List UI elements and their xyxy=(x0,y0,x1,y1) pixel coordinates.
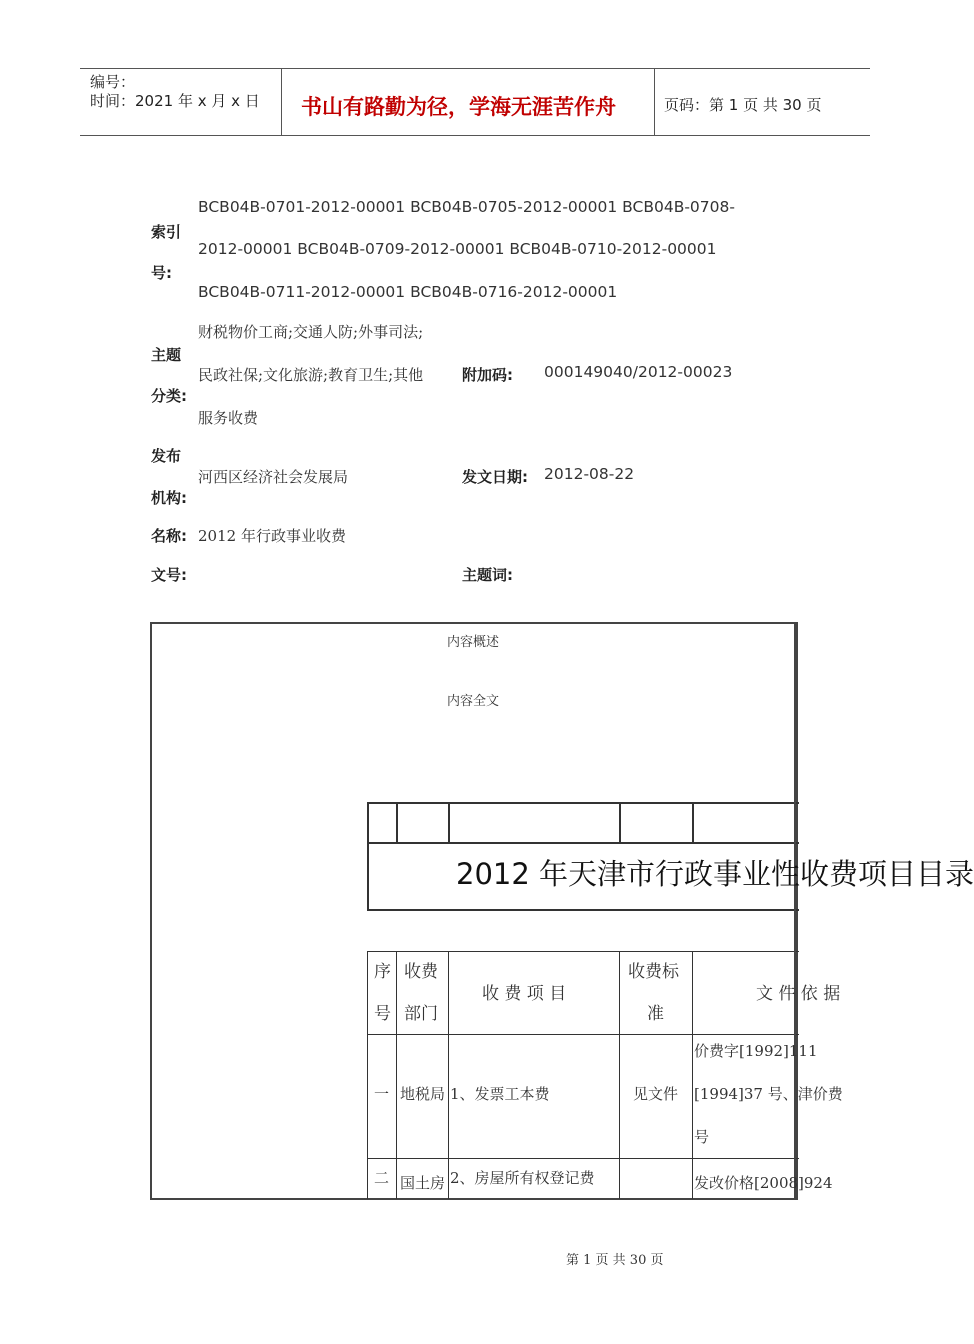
index-label-1: 索引 xyxy=(151,223,182,241)
header-std-1: 收费标 xyxy=(628,962,679,982)
table-rule xyxy=(367,951,368,1199)
row-item: 2、房屋所有权登记费 xyxy=(450,1169,595,1187)
table-rule xyxy=(367,802,799,804)
table-rule xyxy=(367,802,369,911)
extra-code-label: 附加码: xyxy=(462,366,513,384)
row-basis-2: [1994]37 号、津价费 xyxy=(694,1085,843,1103)
index-line-2: 2012-00001 BCB04B-0709-2012-00001 BCB04B-0710-2012-00001 xyxy=(198,240,717,258)
name-label: 名称: xyxy=(151,527,187,545)
table-rule xyxy=(367,1034,799,1035)
table-rule xyxy=(692,802,694,843)
table-rule xyxy=(367,909,799,911)
index-label-2: 号: xyxy=(151,264,172,282)
row-seq: 二 xyxy=(374,1169,390,1187)
row-standard: 见文件 xyxy=(633,1085,679,1103)
row-basis-1: 价费字[1992]111 xyxy=(694,1042,818,1060)
header-seq-2: 号 xyxy=(374,1004,391,1024)
row-dept: 地税局 xyxy=(400,1085,446,1103)
table-rule xyxy=(367,842,799,844)
keywords-label: 主题词: xyxy=(462,566,513,584)
topic-line-2: 民政社保;文化旅游;教育卫生;其他 xyxy=(198,366,424,384)
table-rule xyxy=(448,802,450,843)
table-title: 2012 年天津市行政事业性收费项目目录 xyxy=(456,857,974,891)
index-line-3: BCB04B-0711-2012-00001 BCB04B-0716-2012-00001 xyxy=(198,283,618,301)
table-rule xyxy=(619,802,621,843)
serial-label: 编号： xyxy=(90,73,136,91)
row-item: 1、发票工本费 xyxy=(450,1085,550,1103)
publisher-value: 河西区经济社会发展局 xyxy=(198,468,349,486)
header-divider-right xyxy=(654,68,655,136)
table-rule xyxy=(367,951,799,952)
index-line-1: BCB04B-0701-2012-00001 BCB04B-0705-2012-00001 BCB04B-0708- xyxy=(198,198,735,216)
table-rule xyxy=(619,951,620,1199)
publisher-label-2: 机构: xyxy=(151,489,187,507)
name-value: 2012 年行政事业收费 xyxy=(198,527,346,545)
page-info: 页码：第 1 页 共 30 页 xyxy=(664,96,822,114)
topic-line-3: 服务收费 xyxy=(198,409,259,427)
table-rule xyxy=(396,951,397,1199)
publisher-label-1: 发布 xyxy=(151,447,182,465)
topic-line-1: 财税物价工商;交通人防;外事司法; xyxy=(198,323,424,341)
header-top-rule xyxy=(80,68,870,69)
date-value: 2012-08-22 xyxy=(544,465,635,483)
table-rule xyxy=(692,951,693,1199)
row-dept: 国土房 xyxy=(400,1174,446,1192)
time-label: 时间：2021 年 x 月 x 日 xyxy=(90,92,260,110)
header-bottom-rule xyxy=(80,135,870,136)
motto: 书山有路勤为径，学海无涯苦作舟 xyxy=(301,94,616,119)
table-rule xyxy=(367,1158,799,1159)
header-dept-2: 部门 xyxy=(404,1004,438,1024)
docno-label: 文号: xyxy=(151,566,187,584)
header-std-2: 准 xyxy=(647,1004,664,1024)
row-seq: 一 xyxy=(374,1085,390,1103)
date-label: 发文日期: xyxy=(462,468,528,486)
header-item: 收 费 项 目 xyxy=(482,984,567,1004)
content-box-right-rule xyxy=(794,624,796,1198)
header-dept-1: 收费 xyxy=(404,962,438,982)
row-basis-1: 发改价格[2008]924 xyxy=(694,1174,833,1192)
page-footer: 第 1 页 共 30 页 xyxy=(566,1253,664,1268)
table-rule xyxy=(396,802,398,843)
header-divider-left xyxy=(281,68,282,136)
fulltext-label: 内容全文 xyxy=(447,694,500,709)
topic-label-1: 主题 xyxy=(151,346,182,364)
table-rule xyxy=(448,951,449,1199)
topic-label-2: 分类: xyxy=(151,387,187,405)
row-basis-3: 号 xyxy=(694,1128,710,1146)
header-basis: 文 件 依 据 xyxy=(756,984,841,1004)
summary-label: 内容概述 xyxy=(447,635,500,650)
header-seq-1: 序 xyxy=(374,962,391,982)
extra-code-value: 000149040/2012-00023 xyxy=(544,363,733,381)
